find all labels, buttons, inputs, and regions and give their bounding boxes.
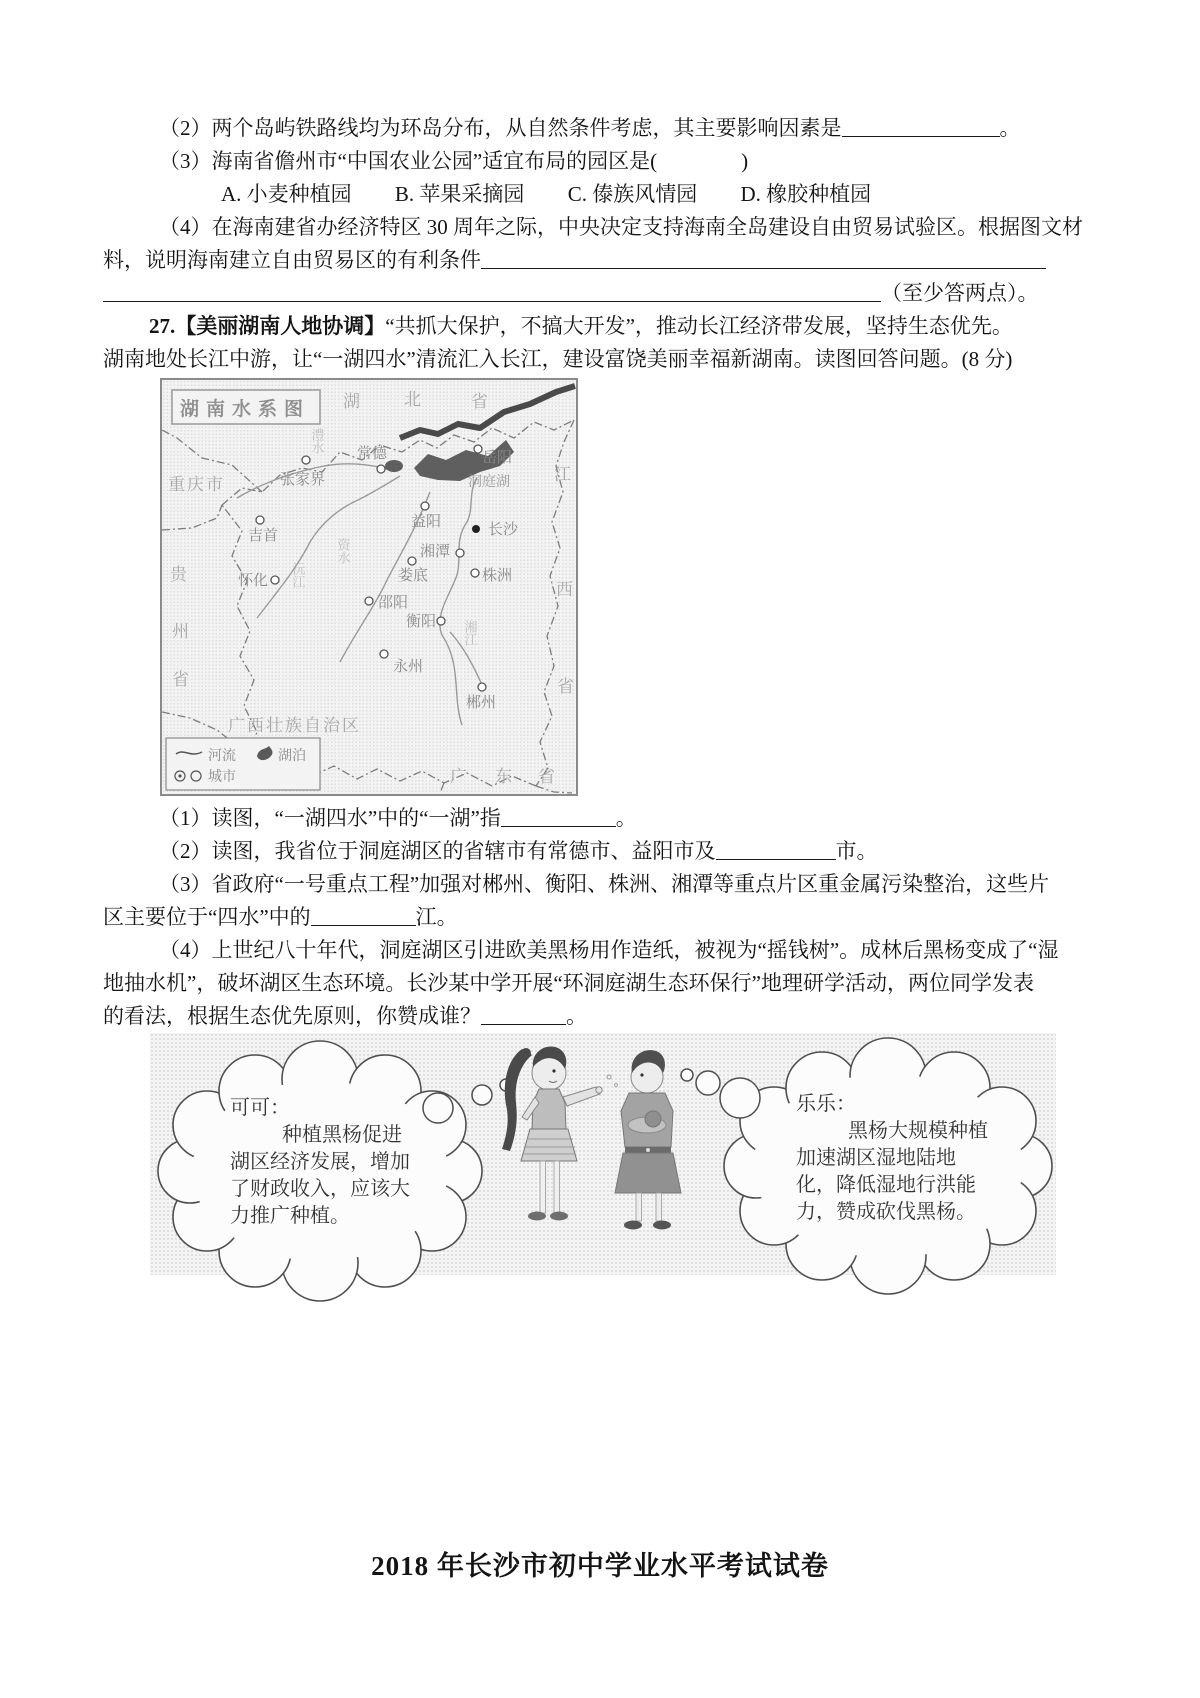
left-speech: 种植黑杨促进湖区经济发展，增加了财政收入，应该大力推广种植。 [230, 1124, 410, 1227]
left-speaker: 可可： [230, 1097, 290, 1119]
q27-sub4-line2: 地抽水机”，破坏湖区生态环境。长沙某中学开展“环洞庭湖生态环保行”地理研学活动，两位同学发表 [103, 971, 1034, 995]
city-marker [474, 445, 482, 453]
right-cloud-trail [681, 1069, 760, 1118]
city-label-zhuzhou: 株洲 [482, 568, 513, 584]
option-b: B. 苹果采摘园 [394, 182, 525, 206]
city-label-yongzhou: 永州 [393, 659, 424, 675]
city-marker [421, 502, 429, 510]
province-label-guangdong: 广 [450, 767, 467, 786]
question-27-section [103, 310, 1097, 1275]
q27-sub3-suffix: 江。 [415, 905, 458, 929]
option-c: C. 傣族风情园 [567, 182, 698, 206]
map-title: 湖南水系图 [180, 399, 311, 420]
province-label-jiangxi: 江 [554, 465, 571, 484]
province-label-guizhou: 州 [172, 622, 189, 641]
city-marker [271, 576, 279, 584]
q27-intro-rest: “共抓大保护，不搞大开发”，推动长江经济带发展，坚持生态优先。 [385, 314, 1013, 338]
river-label-zishui: 资水 [335, 538, 351, 564]
river-label-yuanjiang: 沅江 [290, 562, 306, 588]
city-label-zhangjiajie: 张家界 [280, 472, 326, 488]
city-marker [408, 557, 416, 565]
answer-blank [481, 247, 1046, 269]
q27-sub4-line3 [103, 1000, 1097, 1033]
province-label-guangxi: 广西壮族自治区 [228, 716, 361, 735]
q26-item4-line1: （4）在海南建省办经济特区 30 周年之际，中央决定支持海南全岛建设自由贸易试验区。根据图文材 [159, 215, 1083, 239]
answer-blank [842, 115, 1000, 137]
answer-blank [311, 904, 416, 926]
q27-subquestions [103, 802, 1097, 1033]
legend-lake-label: 湖泊 [278, 749, 306, 764]
hunan-water-system-map [160, 378, 578, 796]
q27-sub4-line1: （4）上世纪八十年代，洞庭湖区引进欧美黑杨用作造纸，被视为“摇钱树”。成林后黑杨变成了“湿 [159, 938, 1059, 962]
q27-sub2-suffix: 市。 [835, 839, 878, 863]
province-label-guizhou: 省 [172, 670, 189, 689]
q27-sub2 [103, 835, 1097, 868]
city-marker [471, 569, 479, 577]
city-label-yiyang: 益阳 [411, 514, 442, 530]
girl-character [502, 1047, 618, 1221]
q27-sub3-text: 区主要位于“四水”中的 [103, 905, 311, 929]
q26-item3-line: （3）海南省儋州市“中国农业公园”适宜布局的园区是( ) [159, 149, 749, 173]
answer-blank [481, 1003, 566, 1025]
legend-capital-dot [178, 774, 181, 777]
city-label-jishou: 吉首 [248, 528, 279, 544]
left-bubble-text [230, 1095, 418, 1230]
q27-intro-line2: 湖南地处长江中游，让“一湖四水”清流汇入长江，建设富饶美丽幸福新湖南。读图回答问题。(8 分) [103, 347, 1013, 371]
q26-item2-period: 。 [999, 116, 1021, 140]
city-marker [380, 650, 388, 658]
city-label-chenzhou: 郴州 [466, 695, 497, 711]
map-svg [162, 380, 576, 794]
city-label-loudi: 娄底 [398, 568, 429, 584]
city-label-changsha: 长沙 [488, 522, 519, 538]
city-marker [456, 549, 464, 557]
city-marker [302, 456, 310, 464]
province-label-jiangxi: 省 [557, 677, 574, 696]
city-label-hengyang: 衡阳 [406, 614, 437, 630]
city-label-shaoyang: 邵阳 [378, 595, 409, 611]
legend-city-label: 城市 [208, 770, 236, 785]
left-cloud-trail [423, 1079, 512, 1123]
city-marker [377, 465, 385, 473]
answer-blank [103, 280, 881, 302]
q27-sub1-text: （1）读图，“一湖四水”中的“一湖”指 [159, 806, 501, 830]
river-label-xiangjiang: 湘江 [462, 620, 478, 646]
river-label-lishui: 澧水 [309, 428, 325, 454]
lake-label: 洞庭湖 [468, 475, 510, 490]
q27-sub4-text: 的看法，根据生态优先原则，你赞成谁？ [103, 1004, 481, 1028]
q27-sub3-line2 [103, 901, 1097, 934]
q26-item2-text: （2）两个岛屿铁路线均为环岛分布，从自然条件考虑，其主要影响因素是 [159, 116, 842, 140]
q27-intro-line1 [103, 310, 1097, 343]
q26-item2-line [103, 112, 1097, 145]
option-d: D. 橡胶种植园 [740, 182, 872, 206]
city-marker [437, 617, 445, 625]
answer-blank [716, 838, 836, 860]
q27-tag: 【美丽湖南人地协调】 [175, 314, 386, 338]
rivers [237, 464, 482, 725]
city-label-huaihua: 怀化 [238, 573, 269, 589]
province-label-chongqing: 重庆市 [168, 475, 225, 494]
legend-box [166, 738, 320, 790]
province-label-guangdong: 东 [495, 767, 512, 786]
q27-sub2-text: （2）读图，我省位于洞庭湖区的省辖市有常德市、益阳市及 [159, 839, 716, 863]
capital-city-marker [472, 525, 480, 533]
q27-number: 27. [149, 314, 176, 338]
q27-sub1 [103, 802, 1097, 835]
province-label-hubei: 省 [471, 392, 488, 411]
right-speech: 黑杨大规模种植加速湖区湿地陆地化，降低湿地行洪能力，赞成砍伐黑杨。 [796, 1120, 988, 1223]
city-label-yueyang: 岳阳 [482, 450, 513, 466]
q26-item4-line3 [103, 277, 1097, 310]
boy-character [615, 1050, 681, 1229]
answer-blank [501, 805, 616, 827]
province-label-hubei: 北 [404, 390, 421, 409]
option-a: A. 小麦种植园 [221, 182, 352, 206]
right-speaker: 乐乐： [796, 1093, 856, 1115]
q26-item4-text: 料，说明海南建立自由贸易区的有利条件 [103, 248, 481, 272]
legend-river-label: 河流 [208, 749, 236, 764]
lake-blob [385, 460, 403, 472]
city-marker [478, 683, 486, 691]
city-label-xiangtan: 湘潭 [420, 544, 451, 560]
q26-options-row [103, 178, 1097, 211]
province-label-hubei: 湖 [343, 392, 360, 411]
province-label-jiangxi: 西 [556, 580, 573, 599]
q26-item4-line2 [103, 244, 1097, 277]
question-26-section [103, 112, 1097, 310]
city-marker [256, 516, 264, 524]
province-label-guizhou: 贵 [170, 565, 187, 584]
q27-sub1-period: 。 [615, 806, 637, 830]
right-bubble-text [796, 1091, 988, 1226]
map-legend [166, 738, 320, 790]
q26-item4-note: （至少答两点）。 [881, 281, 1039, 305]
city-marker [365, 597, 373, 605]
q27-sub3-line1: （3）省政府“一号重点工程”加强对郴州、衡阳、株洲、湘潭等重点片区重金属污染整治，这些片 [159, 872, 1050, 896]
city-label-changde: 常德 [357, 446, 388, 462]
province-label-guangdong: 省 [538, 767, 555, 786]
q27-sub4-period: 。 [566, 1004, 587, 1028]
cartoon-figure [150, 1033, 1056, 1275]
page-footer-title: 2018 年长沙市初中学业水平考试试卷 [371, 1551, 829, 1581]
